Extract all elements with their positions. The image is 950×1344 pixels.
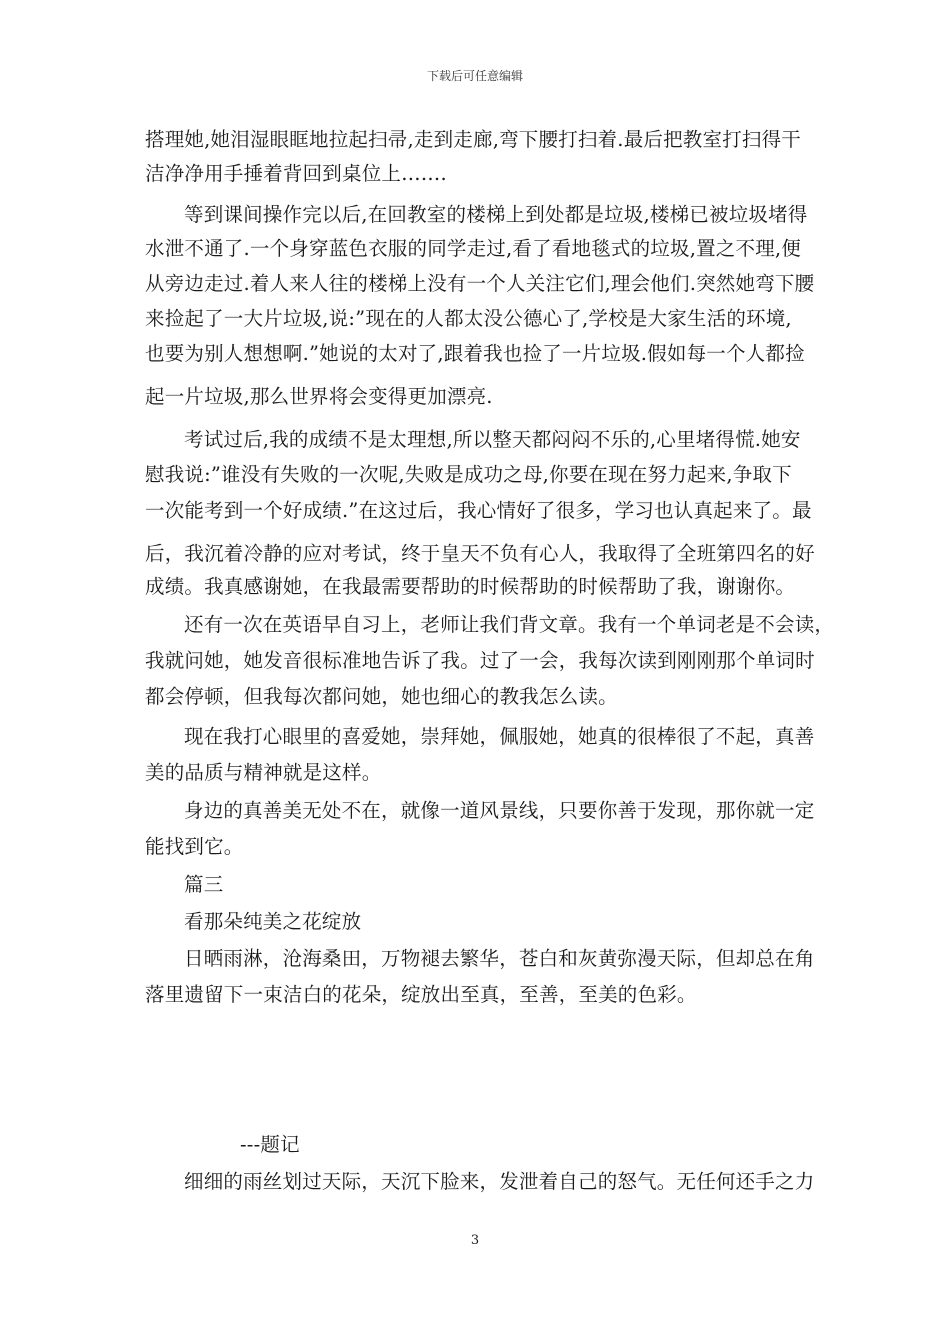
text-line: 等到课间操作完以后,在回教室的楼梯上到处都是垃圾,楼梯已被垃圾堵得 xyxy=(184,203,808,226)
text-line: 我就问她，她发音很标准地告诉了我。过了一会，我每次读到刚刚那个单词时 xyxy=(145,649,815,672)
text-line: 慰我说:”谁没有失败的一次呢,失败是成功之母,你要在现在努力起来,争取下 xyxy=(145,463,792,486)
text-line: 现在我打心眼里的喜爱她，崇拜她，佩服她，她真的很棒很了不起，真善 xyxy=(184,725,815,748)
text-line: 水泄不通了.一个身穿蓝色衣服的同学走过,看了看地毯式的垃圾,置之不理,便 xyxy=(145,237,801,260)
text-line: 还有一次在英语早自习上，老师让我们背文章。我有一个单词老是不会读， xyxy=(184,613,835,636)
text-line: 美的品质与精神就是这样。 xyxy=(145,761,382,784)
text-line: 也要为别人想想啊.”她说的太对了,跟着我也捡了一片垃圾.假如每一个人都捡 xyxy=(145,342,805,365)
essay-title: 看那朵纯美之花绽放 xyxy=(184,910,362,933)
text-line: 搭理她,她泪湿眼眶地拉起扫帚,走到走廊,弯下腰打扫着.最后把教室打扫得干 xyxy=(145,128,801,151)
text-line: 都会停顿，但我每次都问她，她也细心的教我怎么读。 xyxy=(145,685,618,708)
text-line: 洁净净用手捶着背回到桌位上……. xyxy=(145,162,447,185)
text-line: 来捡起了一大片垃圾,说:”现在的人都太没公德心了,学校是大家生活的环境, xyxy=(145,307,792,330)
text-line: 细细的雨丝划过天际，天沉下脸来，发泄着自己的怒气。无任何还手之力 xyxy=(184,1170,815,1193)
text-line: 身边的真善美无处不在，就像一道风景线，只要你善于发现，那你就一定 xyxy=(184,799,815,822)
text-line: 考试过后,我的成绩不是太理想,所以整天都闷闷不乐的,心里堵得慌.她安 xyxy=(184,428,801,451)
epigraph-attribution: ---题记 xyxy=(240,1133,300,1156)
text-line: 从旁边走过.着人来人往的楼梯上没有一个人关注它们,理会他们.突然她弯下腰 xyxy=(145,272,815,295)
text-line: 落里遗留下一束洁白的花朵，绽放出至真，至善，至美的色彩。 xyxy=(145,983,697,1006)
page-header-note: 下载后可任意编辑 xyxy=(426,69,523,83)
text-line: 成绩。我真感谢她，在我最需要帮助的时候帮助的时候帮助了我，谢谢你。 xyxy=(145,575,796,598)
text-line: 一次能考到一个好成绩.”在这过后，我心情好了很多，学习也认真起来了。最 xyxy=(145,499,812,522)
page-number: 3 xyxy=(470,1233,480,1248)
text-line: 起一片垃圾,那么世界将会变得更加漂亮. xyxy=(145,385,493,408)
text-line: 后，我沉着冷静的应对考试，终于皇天不负有心人，我取得了全班第四名的好 xyxy=(145,542,815,565)
section-heading: 篇三 xyxy=(184,873,224,896)
text-line: 日晒雨淋，沧海桑田，万物褪去繁华，苍白和灰黄弥漫天际，但却总在角 xyxy=(184,947,815,970)
text-line: 能找到它。 xyxy=(145,835,244,858)
